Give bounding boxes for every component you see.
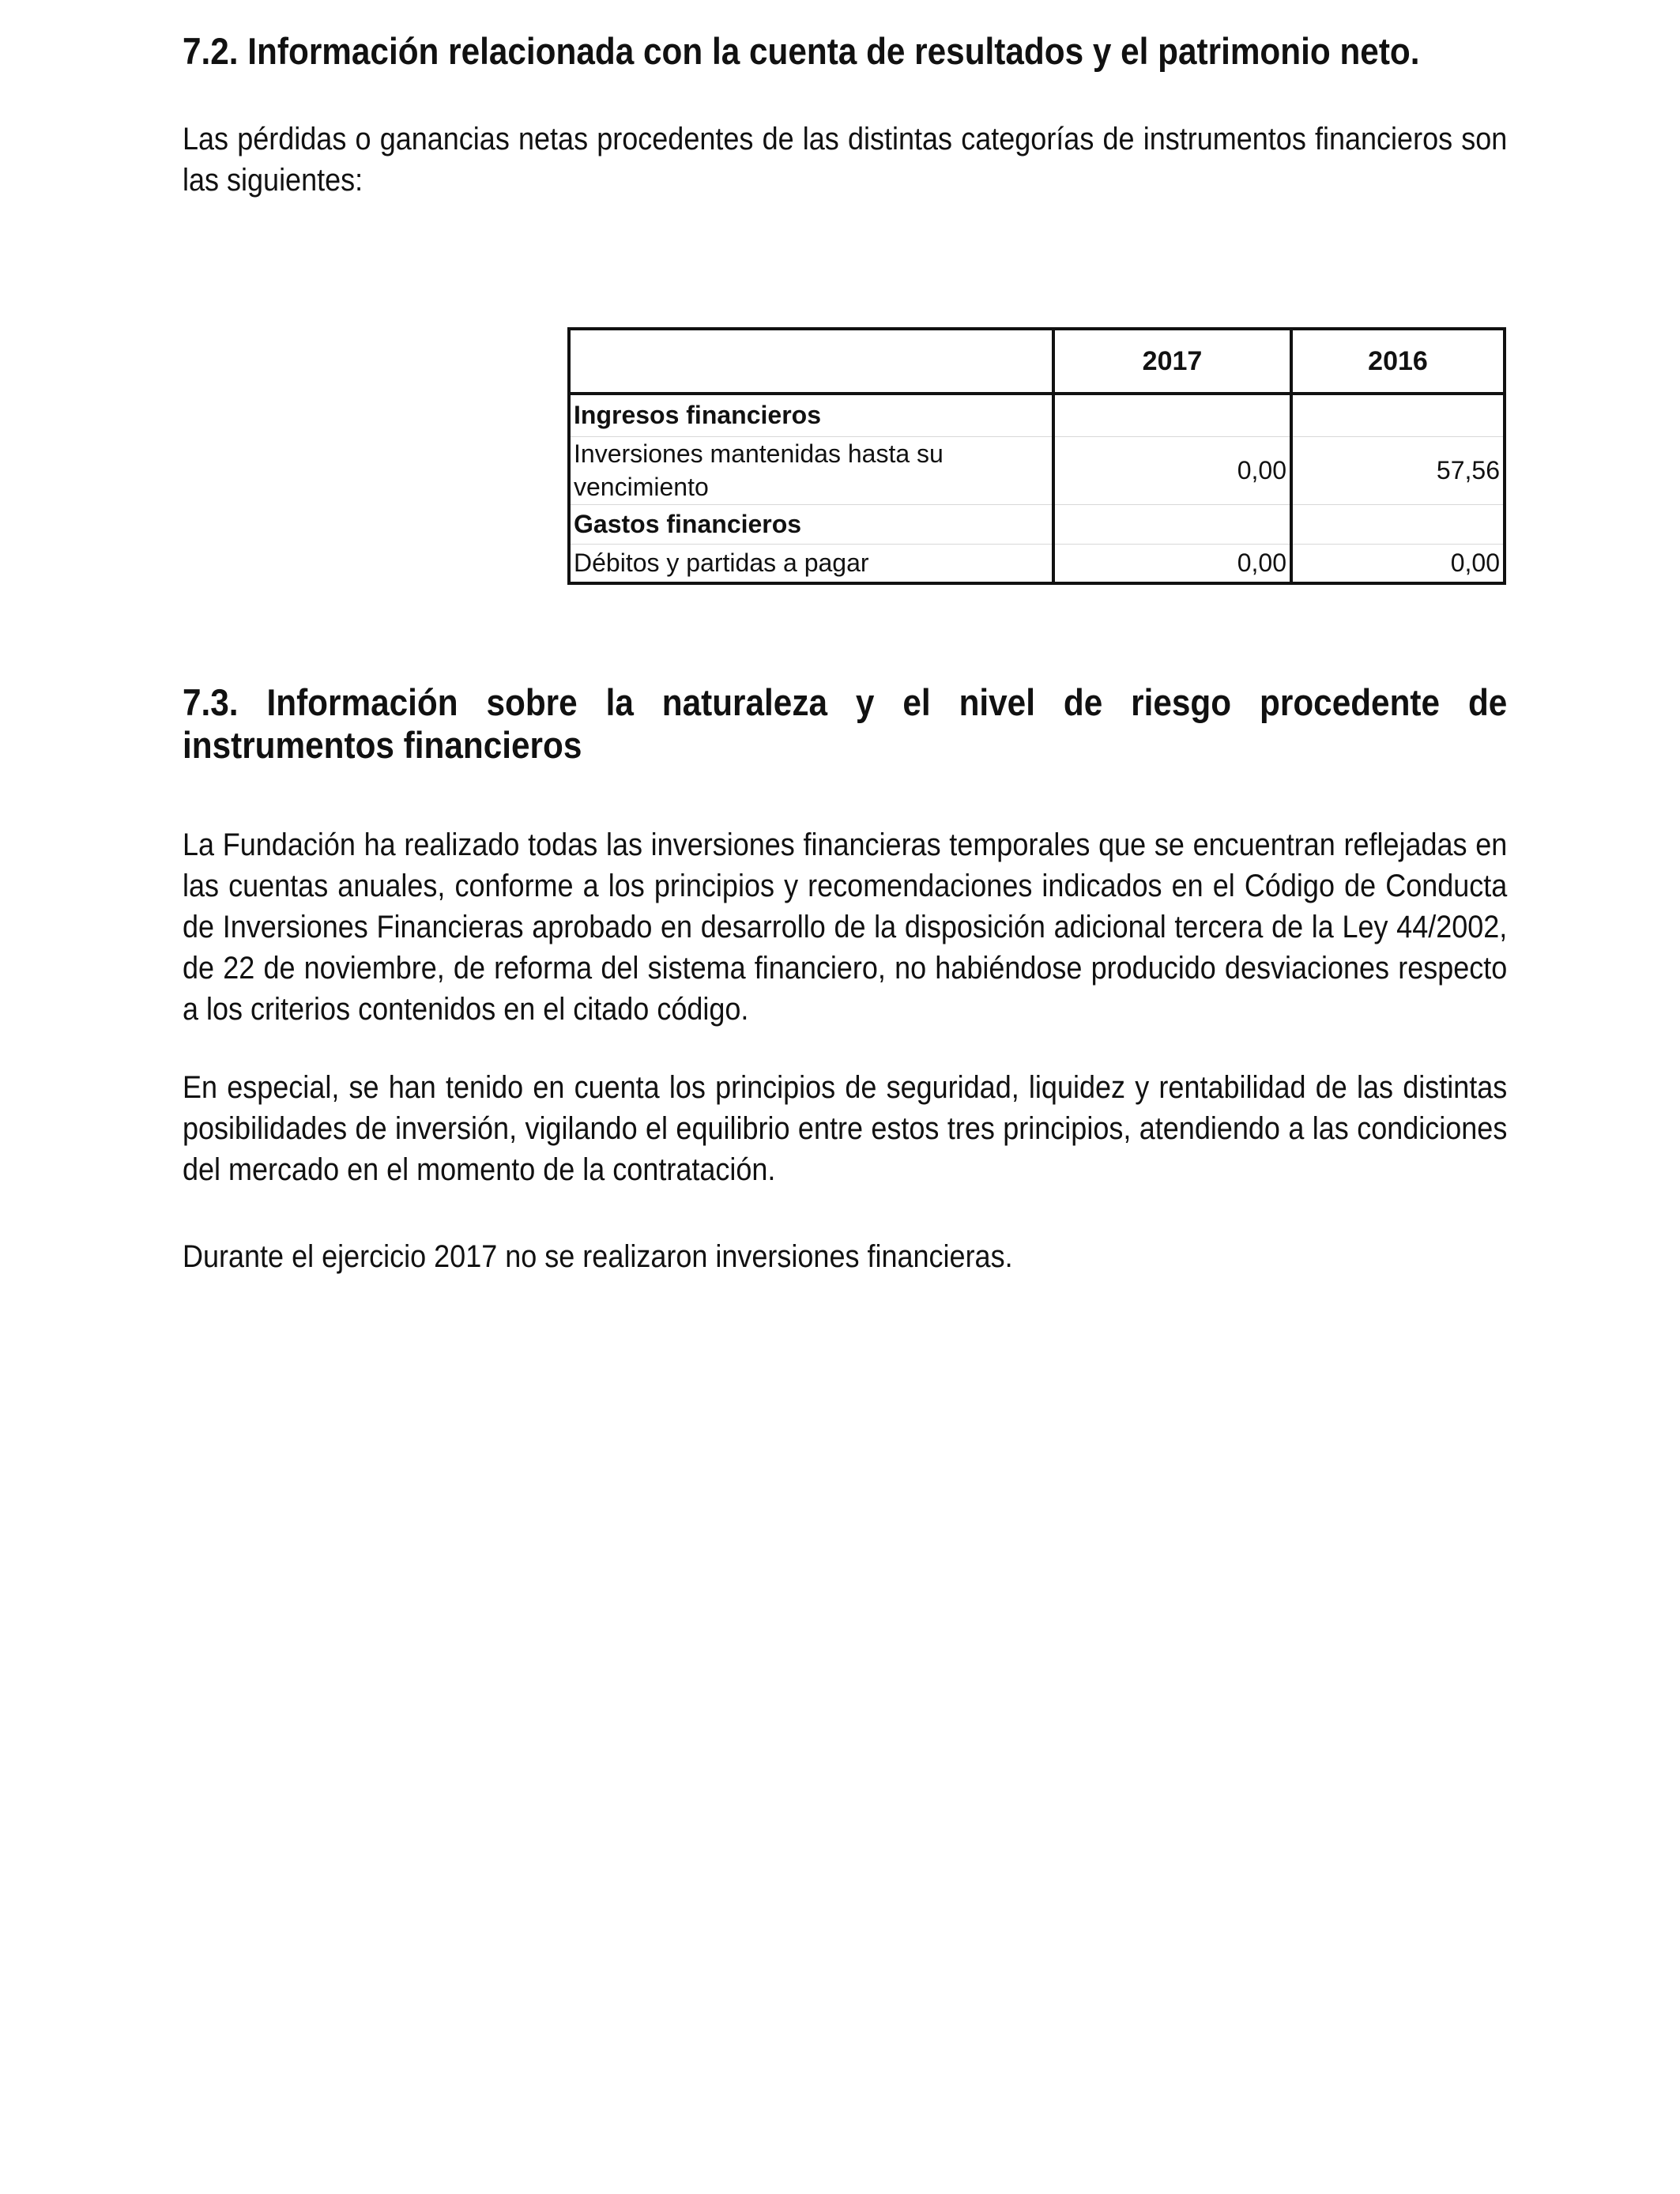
row-label-inversiones-mantenidas: Inversiones mantenidas hasta su vencimiento xyxy=(569,436,1053,504)
cell-2016: 57,56 xyxy=(1291,436,1505,504)
section-heading-7-3: 7.3. Información sobre la naturaleza y el nivel de riesgo procedente de instrumentos financieros xyxy=(183,681,1508,766)
cell-2017 xyxy=(1053,504,1291,544)
header-year-2016: 2016 xyxy=(1291,329,1505,394)
row-label-debitos-partidas: Débitos y partidas a pagar xyxy=(569,544,1053,583)
table-row xyxy=(569,436,1505,504)
cell-2016: 0,00 xyxy=(1291,544,1505,583)
section-heading-7-2: 7.2. Información relacionada con la cuenta de resultados y el patrimonio neto. xyxy=(183,30,1420,72)
header-label-cell xyxy=(569,329,1053,394)
paragraph-inversiones-temporales: La Fundación ha realizado todas las inversiones financieras temporales que se encuentran reflejadas en las cuentas anuales, conforme a los principios y recomendaciones indicados en el Código de Conducta de Inversiones Financieras aprobado en desarrollo de la disposición adicional tercera de la Ley 44/2002, de 22 de noviembre, de reforma del sistema financiero, no habiéndose producido desviaciones respecto a los criterios contenidos en el citado código. xyxy=(183,827,1508,1027)
cell-2017 xyxy=(1053,394,1291,436)
header-year-2017: 2017 xyxy=(1053,329,1291,394)
table-header-row xyxy=(569,329,1505,394)
cell-2017: 0,00 xyxy=(1053,544,1291,583)
financial-results-table xyxy=(567,327,1506,585)
paragraph-ejercicio-2017: Durante el ejercicio 2017 no se realizaron inversiones financieras. xyxy=(183,1239,1013,1274)
row-label-ingresos-financieros: Ingresos financieros xyxy=(569,394,1053,436)
intro-paragraph: Las pérdidas o ganancias netas procedentes de las distintas categorías de instrumentos financieros son las siguientes: xyxy=(183,122,1508,198)
paragraph-principios: En especial, se han tenido en cuenta los principios de seguridad, liquidez y rentabilidad de las distintas posibilidades de inversión, vigilando el equilibrio entre estos tres principios, atendiendo a las condiciones del mercado en el momento de la contratación. xyxy=(183,1070,1508,1187)
table-row xyxy=(569,504,1505,544)
cell-2016 xyxy=(1291,394,1505,436)
table-row xyxy=(569,544,1505,583)
row-label-gastos-financieros: Gastos financieros xyxy=(569,504,1053,544)
cell-2016 xyxy=(1291,504,1505,544)
cell-2017: 0,00 xyxy=(1053,436,1291,504)
table-row xyxy=(569,394,1505,436)
